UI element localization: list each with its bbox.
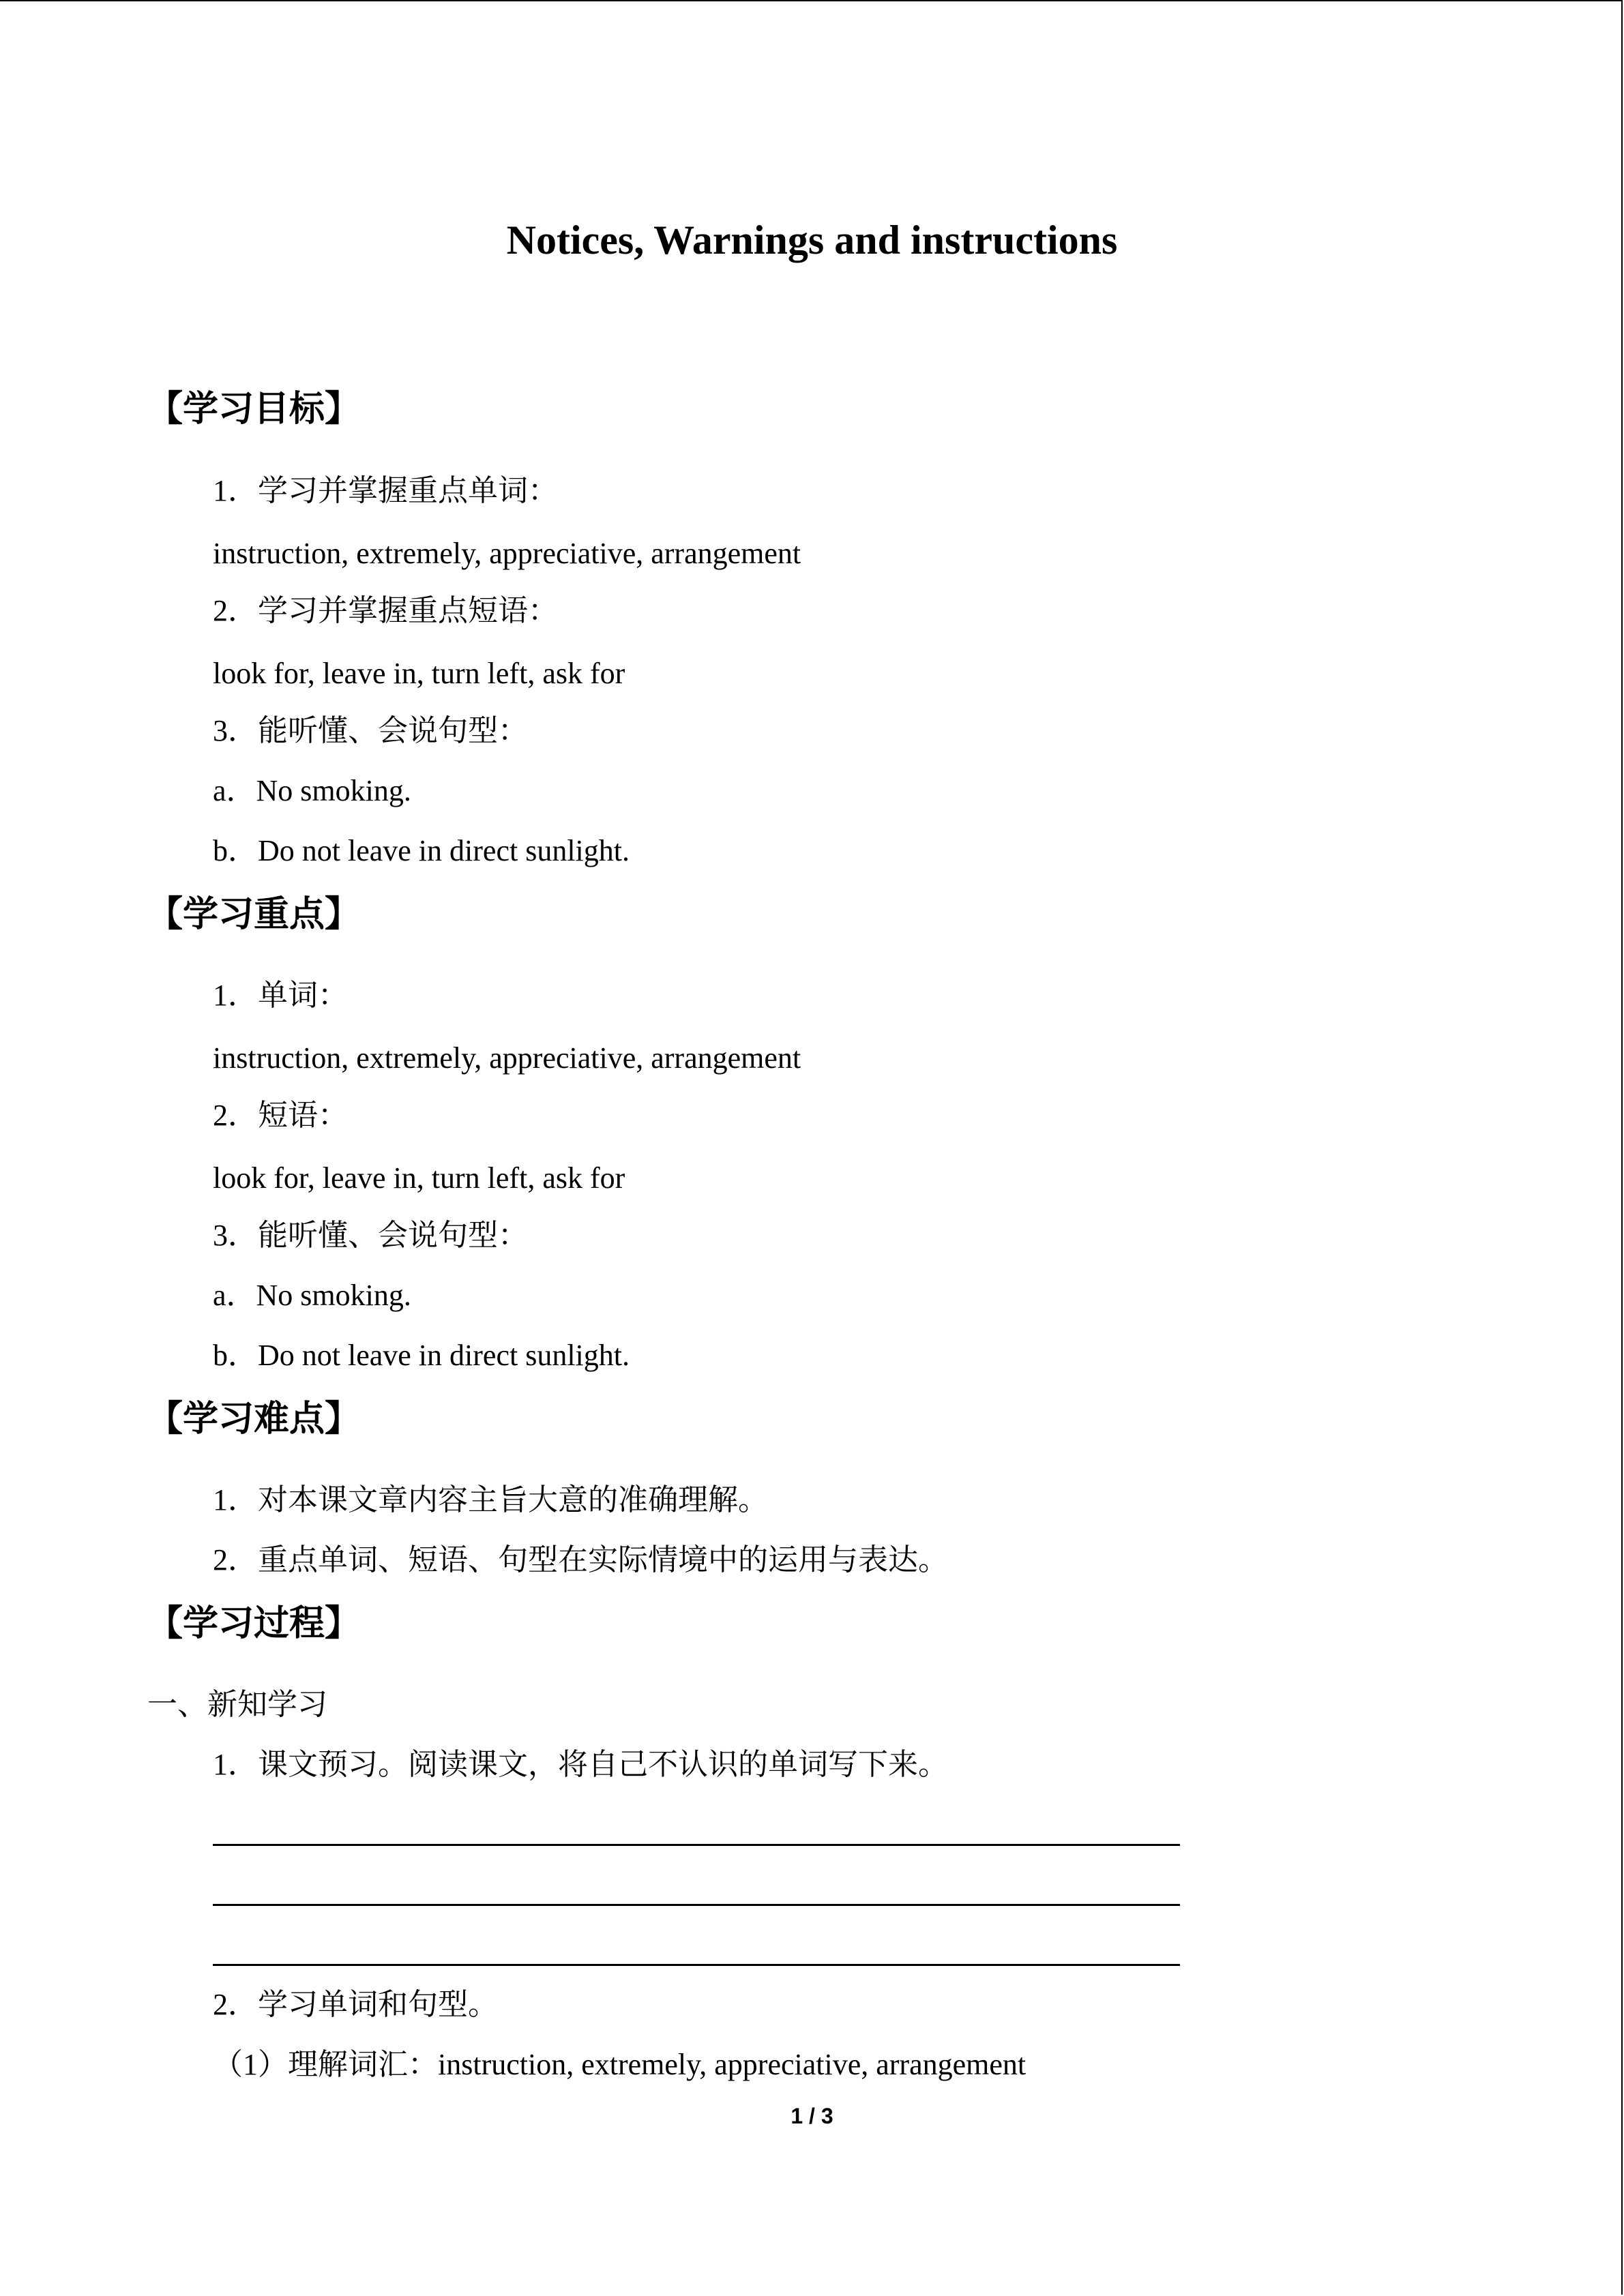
difficulties-item-2: 2．重点单词、短语、句型在实际情境中的运用与表达。	[213, 1543, 948, 1577]
section-heading-objectives: 【学习目标】	[147, 389, 361, 430]
key-points-item-2: 2．短语：	[213, 1099, 348, 1132]
difficulties-item-1: 1．对本课文章内容主旨大意的准确理解。	[213, 1483, 768, 1517]
objectives-item-2: 2．学习并掌握重点短语：	[213, 594, 558, 627]
key-points-item-1-words: instruction, extremely, appreciative, arrangement	[213, 1041, 801, 1075]
objectives-item-1: 1．学习并掌握重点单词：	[213, 474, 558, 507]
objectives-item-3: 3．能听懂、会说句型：	[213, 714, 528, 747]
key-points-item-1: 1．单词：	[213, 979, 348, 1012]
section-heading-process: 【学习过程】	[147, 1603, 361, 1644]
key-points-item-2-phrases: look for, leave in, turn left, ask for	[213, 1161, 625, 1195]
answer-blank-line-2	[213, 1904, 1180, 1906]
process-item-1: 1．课文预习。阅读课文，将自己不认识的单词写下来。	[213, 1748, 948, 1781]
process-part-1: 一、新知学习	[147, 1688, 327, 1721]
document-title: Notices, Warnings and instructions	[506, 218, 1118, 263]
objectives-item-1-words: instruction, extremely, appreciative, arrangement	[213, 537, 801, 570]
answer-blank-line-3	[213, 1964, 1180, 1966]
process-item-2-sub-1: （1）理解词汇：instruction, extremely, appreciative, arrangement	[213, 2048, 1027, 2081]
objectives-sentence-b: b．Do not leave in direct sunlight.	[213, 834, 630, 867]
answer-blank-line-1	[213, 1844, 1180, 1846]
objectives-sentence-a: a．No smoking.	[213, 774, 411, 807]
page-number: 1 / 3	[791, 2104, 833, 2128]
objectives-item-2-phrases: look for, leave in, turn left, ask for	[213, 657, 625, 690]
key-points-sentence-b: b．Do not leave in direct sunlight.	[213, 1339, 630, 1372]
process-item-2: 2．学习单词和句型。	[213, 1988, 498, 2021]
section-heading-difficulties: 【学习难点】	[147, 1399, 361, 1440]
key-points-item-3: 3．能听懂、会说句型：	[213, 1219, 528, 1252]
key-points-sentence-a: a．No smoking.	[213, 1279, 411, 1312]
section-heading-key-points: 【学习重点】	[147, 894, 361, 935]
